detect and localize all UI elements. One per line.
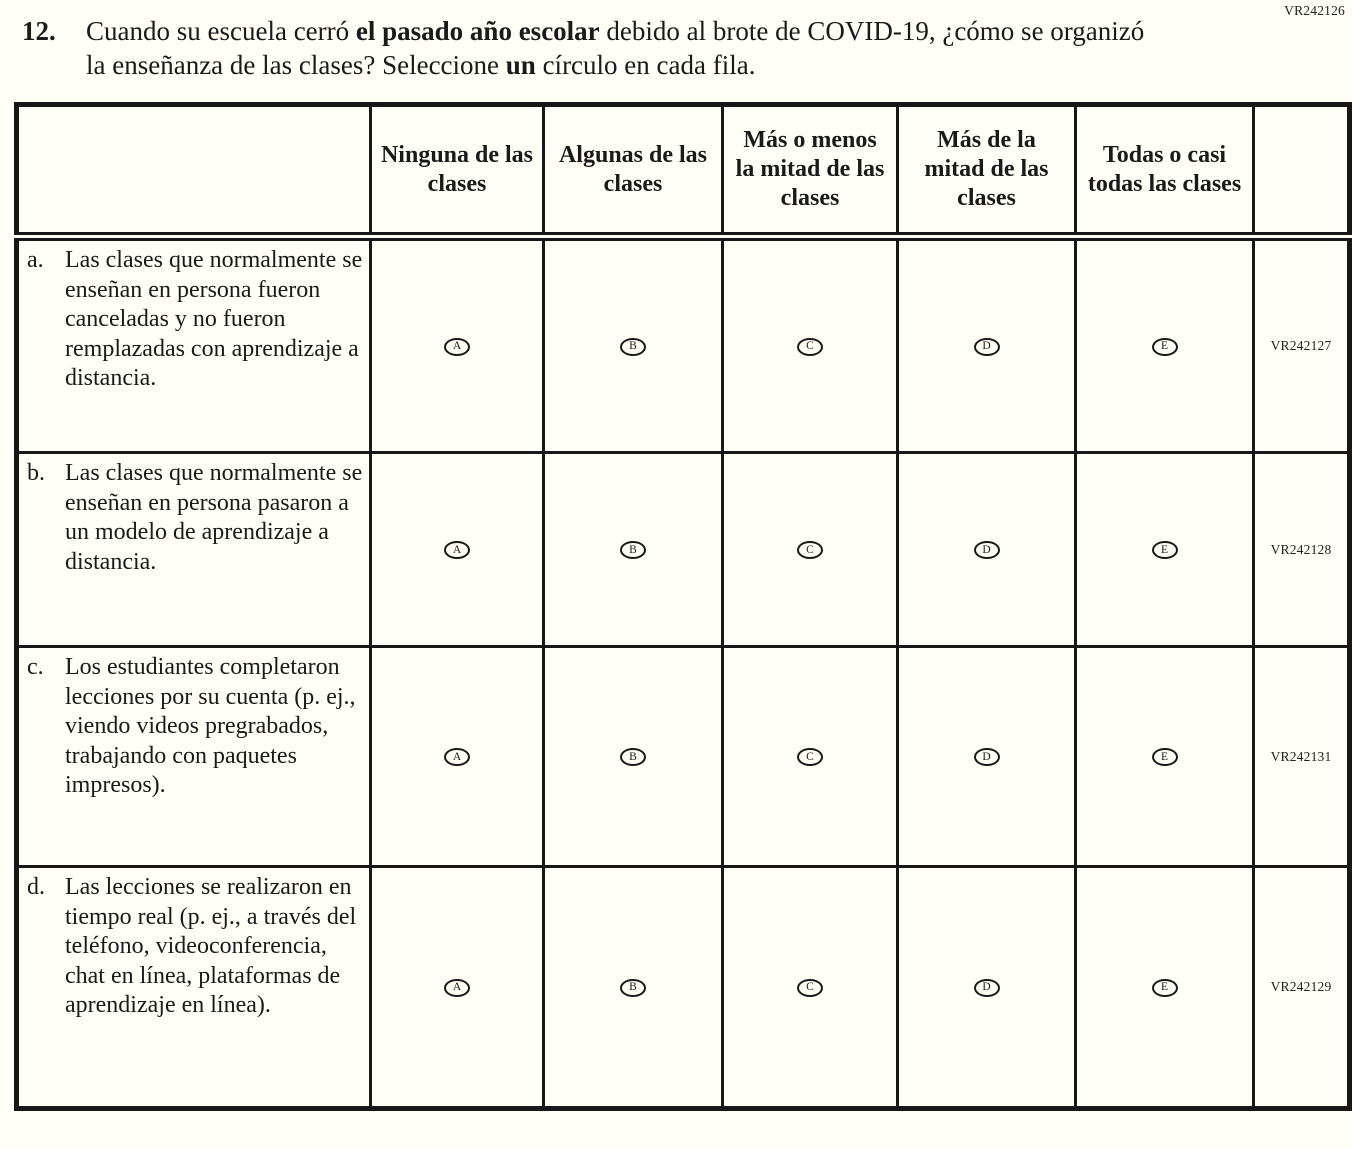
answer-bubble-a[interactable]: A	[444, 979, 470, 997]
answer-bubble-b[interactable]: B	[620, 541, 646, 559]
column-header-algunas: Algunas de las clases	[544, 105, 723, 237]
row-label	[27, 246, 363, 394]
answer-bubble-b[interactable]: B	[620, 338, 646, 356]
answer-bubble-e[interactable]: E	[1152, 748, 1178, 766]
table-row-a	[17, 237, 1350, 453]
table-row-d	[17, 867, 1350, 1109]
row-code: VR242129	[1254, 867, 1350, 1109]
row-code: VR242131	[1254, 647, 1350, 867]
response-matrix-table	[14, 102, 1352, 1111]
answer-bubble-d[interactable]: D	[974, 338, 1000, 356]
question-text-part: Cuando su escuela cerró	[86, 16, 356, 46]
column-header-ninguna: Ninguna de las clases	[371, 105, 544, 237]
answer-bubble-c[interactable]: C	[797, 979, 823, 997]
answer-bubble-a[interactable]: A	[444, 338, 470, 356]
answer-bubble-d[interactable]: D	[974, 748, 1000, 766]
question-12	[0, 0, 1353, 82]
column-header-mas-o-menos: Más o menos la mitad de las clases	[723, 105, 898, 237]
question-number: 12.	[22, 16, 56, 46]
answer-bubble-e[interactable]: E	[1152, 979, 1178, 997]
header-empty-corner	[17, 105, 371, 237]
answer-bubble-c[interactable]: C	[797, 541, 823, 559]
answer-bubble-d[interactable]: D	[974, 541, 1000, 559]
table-row-c	[17, 647, 1350, 867]
row-letter: a.	[27, 247, 44, 273]
row-label	[27, 459, 363, 577]
answer-bubble-e[interactable]: E	[1152, 338, 1178, 356]
row-text: Las clases que normalmente se enseñan en persona fueron canceladas y no fueron remplazadas con aprendizaje a distancia.	[65, 247, 363, 391]
row-label	[27, 653, 363, 801]
answer-bubble-b[interactable]: B	[620, 748, 646, 766]
column-header-todas: Todas o casi todas las clases	[1076, 105, 1254, 237]
answer-bubble-b[interactable]: B	[620, 979, 646, 997]
answer-bubble-a[interactable]: A	[444, 748, 470, 766]
row-letter: b.	[27, 460, 45, 486]
row-text: Las clases que normalmente se enseñan en persona pasaron a un modelo de aprendizaje a distancia.	[65, 460, 363, 575]
question-text-bold: el pasado año escolar	[355, 16, 600, 46]
row-code: VR242128	[1254, 453, 1350, 647]
row-code: VR242127	[1254, 237, 1350, 453]
answer-bubble-e[interactable]: E	[1152, 541, 1178, 559]
column-header-mas-de-la-mitad: Más de la mitad de las clases	[898, 105, 1076, 237]
row-letter: d.	[27, 874, 45, 900]
question-text-part: debido al brote de COVID-19, ¿cómo se organizó la enseñanza de las clases? Seleccione	[86, 16, 1145, 80]
answer-bubble-c[interactable]: C	[797, 338, 823, 356]
form-code-top: VR242126	[1284, 3, 1345, 18]
answer-bubble-d[interactable]: D	[974, 979, 1000, 997]
row-label	[27, 873, 363, 1021]
question-text-bold: un	[505, 50, 536, 80]
question-text-part: círculo en cada fila.	[535, 50, 756, 80]
row-letter: c.	[27, 654, 44, 680]
table-row-b	[17, 453, 1350, 647]
header-empty-code	[1254, 105, 1350, 237]
question-text	[86, 14, 1156, 82]
row-text: Las lecciones se realizaron en tiempo real (p. ej., a través del teléfono, videoconferencia, chat en línea, plataformas de aprendizaje en línea).	[65, 874, 357, 1018]
header-row	[17, 105, 1350, 237]
answer-bubble-a[interactable]: A	[444, 541, 470, 559]
answer-bubble-c[interactable]: C	[797, 748, 823, 766]
row-text: Los estudiantes completaron lecciones por su cuenta (p. ej., viendo videos pregrabados, trabajando con paquetes impresos).	[65, 654, 356, 798]
